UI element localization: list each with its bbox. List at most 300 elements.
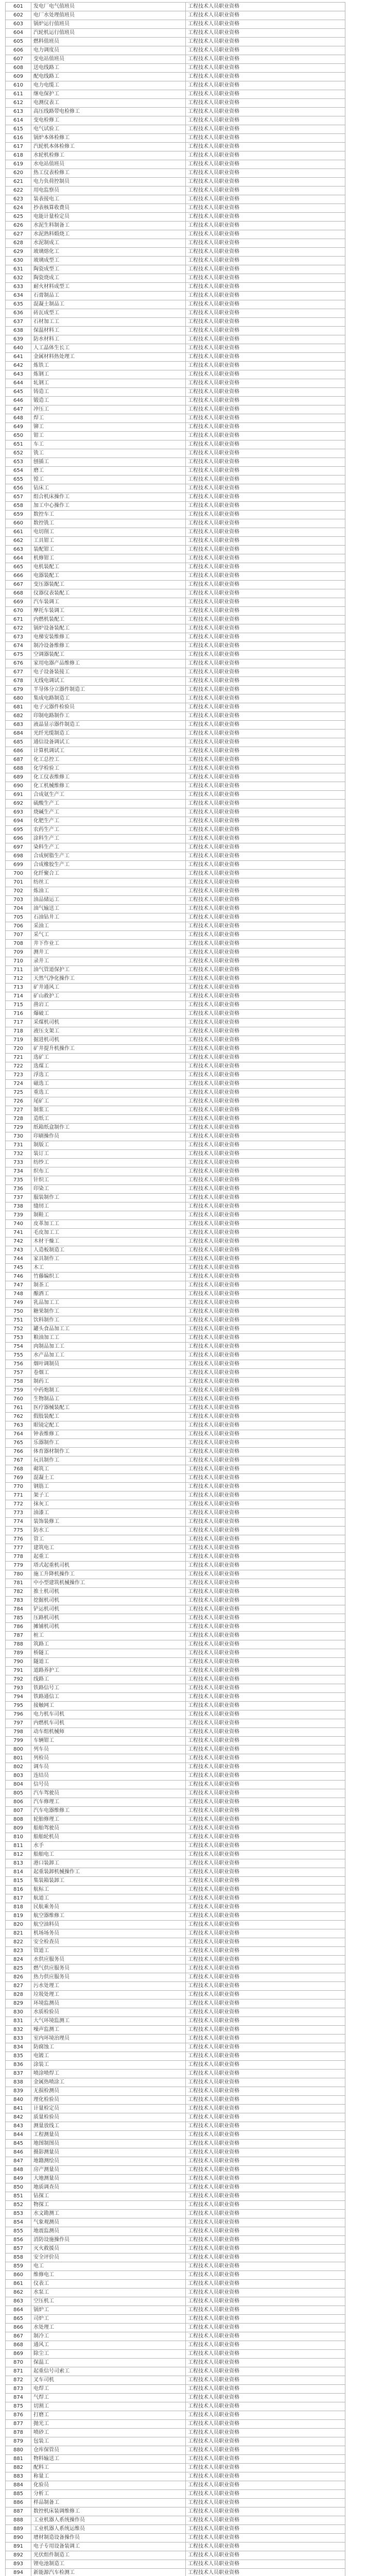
row-number: 615: [6, 125, 31, 133]
table-row: [6, 1080, 345, 1089]
occupation-name: 无线电调试工: [31, 677, 186, 685]
occupation-category: 工程技术人员职业资格: [186, 2560, 345, 2568]
occupation-name: 防水材料工: [31, 335, 186, 344]
occupation-name: 保温材料工: [31, 327, 186, 335]
occupation-category: 工程技术人员职业资格: [186, 1027, 345, 1036]
table-row: [6, 125, 345, 134]
occupation-name: 分析工: [31, 2490, 186, 2498]
occupation-category: 工程技术人员职业资格: [186, 274, 345, 282]
row-number: 662: [6, 537, 31, 545]
table-row: [6, 1492, 345, 1500]
occupation-name: 数控铣工: [31, 519, 186, 528]
row-number: 874: [6, 2394, 31, 2402]
row-number: 804: [6, 1781, 31, 1789]
table-row: [6, 2078, 345, 2087]
table-row: [6, 992, 345, 1001]
occupation-name: 纸箱纸盒制作工: [31, 1124, 186, 1132]
occupation-category: 工程技术人员职业资格: [186, 90, 345, 98]
row-number: 790: [6, 1658, 31, 1666]
table-row: [6, 887, 345, 896]
occupation-name: 燃料值班员: [31, 38, 186, 46]
occupation-category: 工程技术人员职业资格: [186, 1167, 345, 1176]
occupation-category: 工程技术人员职业资格: [186, 1386, 345, 1395]
table-row: [6, 2402, 345, 2411]
occupation-category: 工程技术人员职业资格: [186, 2070, 345, 2078]
table-row: [6, 29, 345, 38]
occupation-category: 工程技术人员职业资格: [186, 20, 345, 28]
occupation-name: 油漆工: [31, 1509, 186, 1517]
occupation-category: 工程技术人员职业资格: [186, 493, 345, 501]
occupation-name: 房产测量员: [31, 2166, 186, 2174]
occupation-category: 工程技术人员职业资格: [186, 2140, 345, 2148]
row-number: 742: [6, 1238, 31, 1246]
row-number: 840: [6, 2096, 31, 2104]
row-number: 812: [6, 1851, 31, 1859]
table-row: [6, 1413, 345, 1421]
row-number: 613: [6, 108, 31, 116]
occupation-name: 纺丝工: [31, 878, 186, 887]
row-number: 724: [6, 1080, 31, 1088]
table-row: [6, 686, 345, 694]
occupation-name: 锅炉本体检修工: [31, 134, 186, 142]
table-row: [6, 1851, 345, 1859]
occupation-name: 装表接电工: [31, 195, 186, 204]
row-number: 726: [6, 1097, 31, 1106]
table-row: [6, 160, 345, 169]
table-row: [6, 248, 345, 257]
occupation-category: 工程技术人员职业资格: [186, 1842, 345, 1850]
table-row: [6, 1710, 345, 1719]
occupation-category: 工程技术人员职业资格: [186, 1010, 345, 1018]
row-number: 675: [6, 651, 31, 659]
occupation-category: 工程技术人员职业资格: [186, 1378, 345, 1386]
occupation-category: 工程技术人员职业资格: [186, 528, 345, 536]
occupation-category: 工程技术人员职业资格: [186, 616, 345, 624]
table-row: [6, 1763, 345, 1772]
occupation-name: 工业机器人系统运维员: [31, 2525, 186, 2533]
row-number: 671: [6, 616, 31, 624]
row-number: 816: [6, 1886, 31, 1894]
occupation-category: 工程技术人员职业资格: [186, 1369, 345, 1377]
table-row: [6, 817, 345, 826]
table-row: [6, 2026, 345, 2035]
occupation-category: 工程技术人员职业资格: [186, 2096, 345, 2104]
table-row: [6, 1281, 345, 1290]
table-row: [6, 1448, 345, 1456]
table-row: [6, 1351, 345, 1360]
row-number: 786: [6, 1623, 31, 1631]
row-number: 651: [6, 440, 31, 449]
occupation-name: 人造板制造工: [31, 1246, 186, 1255]
table-row: [6, 1211, 345, 1220]
row-number: 687: [6, 756, 31, 764]
occupation-name: 机场场务员: [31, 1929, 186, 1938]
occupation-category: 工程技术人员职业资格: [186, 38, 345, 46]
occupation-category: 工程技术人员职业资格: [186, 292, 345, 300]
occupation-name: 电子设备装接工: [31, 668, 186, 676]
occupation-name: 水轮机检修工: [31, 151, 186, 160]
occupation-name: 电子专用设备装调工: [31, 2543, 186, 2551]
row-number: 663: [6, 546, 31, 554]
occupation-name: 污水处理工: [31, 1982, 186, 1990]
row-number: 779: [6, 1562, 31, 1570]
table-row: [6, 2411, 345, 2420]
table-row: [6, 2192, 345, 2201]
occupation-name: 配电线路工: [31, 73, 186, 81]
row-number: 744: [6, 1255, 31, 1263]
occupation-name: 天然气净化操作工: [31, 975, 186, 983]
occupation-name: 饮料制作工: [31, 1316, 186, 1325]
table-row: [6, 1167, 345, 1176]
occupation-name: 起重装卸机械操作工: [31, 1868, 186, 1876]
row-number: 814: [6, 1868, 31, 1876]
occupation-category: 工程技术人员职业资格: [186, 2551, 345, 2560]
table-row: [6, 1956, 345, 1964]
row-number: 858: [6, 2253, 31, 2262]
row-number: 649: [6, 423, 31, 431]
occupation-name: 喷砂工: [31, 2429, 186, 2437]
occupation-name: 通风工: [31, 2341, 186, 2349]
table-row: [6, 476, 345, 484]
row-number: 826: [6, 1973, 31, 1981]
row-number: 818: [6, 1903, 31, 1911]
table-row: [6, 2551, 345, 2560]
row-number: 643: [6, 370, 31, 379]
occupation-name: 除尘工: [31, 2350, 186, 2358]
row-number: 844: [6, 2131, 31, 2139]
table-row: [6, 2280, 345, 2289]
table-row: [6, 1124, 345, 1132]
row-number: 733: [6, 1159, 31, 1167]
occupation-category: 工程技术人员职业资格: [186, 1325, 345, 1333]
table-row: [6, 143, 345, 151]
occupation-category: 工程技术人员职业资格: [186, 2569, 345, 2576]
table-row: [6, 405, 345, 414]
table-row: [6, 1632, 345, 1640]
table-row: [6, 2367, 345, 2376]
occupation-category: 工程技术人员职业资格: [186, 1246, 345, 1255]
row-number: 873: [6, 2385, 31, 2393]
table-row: [6, 1097, 345, 1106]
row-number: 669: [6, 598, 31, 606]
row-number: 644: [6, 379, 31, 387]
row-number: 859: [6, 2262, 31, 2270]
occupation-name: 变电站值班员: [31, 55, 186, 63]
table-row: [6, 1728, 345, 1737]
occupation-name: 锅炉工: [31, 2306, 186, 2314]
occupation-name: 水泥制成工: [31, 239, 186, 247]
table-row: [6, 1535, 345, 1544]
table-row: [6, 773, 345, 782]
occupation-category: 工程技术人员职业资格: [186, 1395, 345, 1403]
table-row: [6, 1421, 345, 1430]
row-number: 739: [6, 1211, 31, 1219]
row-number: 753: [6, 1334, 31, 1342]
occupation-name: 制冷工: [31, 2332, 186, 2341]
table-row: [6, 1929, 345, 1938]
row-number: 637: [6, 318, 31, 326]
occupation-category: 工程技术人员职业资格: [186, 143, 345, 151]
occupation-category: 工程技术人员职业资格: [186, 1421, 345, 1430]
table-row: [6, 931, 345, 940]
table-row: [6, 11, 345, 20]
row-number: 757: [6, 1369, 31, 1377]
occupation-name: 变电检修工: [31, 116, 186, 125]
occupation-category: 工程技术人员职业资格: [186, 1772, 345, 1780]
row-number: 634: [6, 292, 31, 300]
table-row: [6, 2113, 345, 2122]
occupation-name: 起重工: [31, 1553, 186, 1561]
occupation-category: 工程技术人员职业资格: [186, 1527, 345, 1535]
row-number: 834: [6, 2043, 31, 2052]
occupation-category: 工程技术人员职业资格: [186, 642, 345, 650]
occupation-category: 工程技术人员职业资格: [186, 1649, 345, 1657]
row-number: 868: [6, 2341, 31, 2349]
occupation-name: 烟叶调制员: [31, 1360, 186, 1368]
row-number: 879: [6, 2437, 31, 2446]
table-row: [6, 1325, 345, 1334]
occupation-name: 液晶显示器件制造工: [31, 721, 186, 729]
occupation-name: 测井工: [31, 948, 186, 957]
table-row: [6, 1614, 345, 1623]
table-row: [6, 1719, 345, 1728]
occupation-name: 气象观测员: [31, 2218, 186, 2227]
occupation-name: 爆破工: [31, 1010, 186, 1018]
table-row: [6, 292, 345, 300]
occupation-name: 无损检测员: [31, 2087, 186, 2095]
table-row: [6, 1395, 345, 1404]
occupation-name: 数控机床装调维修工: [31, 2507, 186, 2516]
occupation-name: 空调器装配工: [31, 651, 186, 659]
row-number: 762: [6, 1413, 31, 1421]
occupation-category: 工程技术人员职业资格: [186, 2122, 345, 2130]
occupation-name: 通信设备调试工: [31, 738, 186, 747]
occupation-category: 工程技术人员职业资格: [186, 353, 345, 361]
occupation-category: 工程技术人员职业资格: [186, 1667, 345, 1675]
row-number: 750: [6, 1308, 31, 1316]
occupation-name: 制鞋工: [31, 1211, 186, 1219]
occupation-category: 工程技术人员职业资格: [186, 1500, 345, 1509]
table-row: [6, 1807, 345, 1816]
row-number: 827: [6, 1982, 31, 1990]
occupation-category: 工程技术人员职业资格: [186, 265, 345, 274]
occupation-category: 工程技术人员职业资格: [186, 1448, 345, 1456]
occupation-name: 继电保护工: [31, 90, 186, 98]
occupation-category: 工程技术人员职业资格: [186, 1281, 345, 1290]
occupation-category: 工程技术人员职业资格: [186, 659, 345, 668]
occupation-category: 工程技术人员职业资格: [186, 1290, 345, 1298]
occupation-name: 摊铺机司机: [31, 1623, 186, 1631]
row-number: 855: [6, 2227, 31, 2235]
occupation-category: 工程技术人员职业资格: [186, 2131, 345, 2139]
occupation-name: 船舶电工: [31, 1851, 186, 1859]
occupation-name: 服装制作工: [31, 1194, 186, 1202]
row-number: 621: [6, 178, 31, 186]
occupation-category: 工程技术人员职业资格: [186, 1062, 345, 1071]
occupation-category: 工程技术人员职业资格: [186, 2148, 345, 2157]
occupation-name: 电力机车司机: [31, 1710, 186, 1719]
occupation-category: 工程技术人员职业资格: [186, 1194, 345, 1202]
table-row: [6, 1877, 345, 1886]
row-number: 813: [6, 1859, 31, 1868]
occupation-name: 选煤工: [31, 1062, 186, 1071]
occupation-name: 司炉工: [31, 2315, 186, 2323]
occupation-name: 木材干燥工: [31, 1238, 186, 1246]
occupation-name: 电厂水处理值班员: [31, 11, 186, 20]
occupation-name: 隧道工: [31, 1658, 186, 1666]
table-row: [6, 2070, 345, 2078]
occupation-category: 工程技术人员职业资格: [186, 432, 345, 440]
occupation-name: 动车组机械师: [31, 1728, 186, 1736]
occupation-category: 工程技术人员职业资格: [186, 1789, 345, 1798]
row-number: 650: [6, 432, 31, 440]
row-number: 719: [6, 1036, 31, 1044]
occupation-category: 工程技术人员职业资格: [186, 318, 345, 326]
table-row: [6, 712, 345, 721]
row-number: 656: [6, 484, 31, 493]
table-row: [6, 1798, 345, 1807]
row-number: 627: [6, 230, 31, 239]
table-row: [6, 984, 345, 992]
table-row: [6, 2131, 345, 2140]
occupation-name: 集成电路制造工: [31, 694, 186, 703]
occupation-name: 变压器装配工: [31, 581, 186, 589]
occupation-name: 管工: [31, 1535, 186, 1544]
occupation-category: 工程技术人员职业资格: [186, 335, 345, 344]
occupation-name: 镗工: [31, 476, 186, 484]
table-row: [6, 1386, 345, 1395]
table-row: [6, 765, 345, 773]
row-number: 677: [6, 668, 31, 676]
occupation-category: 工程技术人员职业资格: [186, 2429, 345, 2437]
occupation-name: 工具钳工: [31, 537, 186, 545]
row-number: 652: [6, 449, 31, 457]
row-number: 872: [6, 2376, 31, 2384]
row-number: 789: [6, 1649, 31, 1657]
row-number: 636: [6, 309, 31, 317]
occupation-category: 工程技术人员职业资格: [186, 1781, 345, 1789]
occupation-name: 粮油加工工: [31, 1334, 186, 1342]
row-number: 841: [6, 2105, 31, 2113]
row-number: 746: [6, 1273, 31, 1281]
table-row: [6, 2096, 345, 2105]
occupation-name: 金属材料热处理工: [31, 353, 186, 361]
row-number: 721: [6, 1054, 31, 1062]
table-row: [6, 283, 345, 292]
row-number: 620: [6, 169, 31, 177]
occupation-name: 涂装工: [31, 2061, 186, 2069]
row-number: 640: [6, 344, 31, 352]
table-row: [6, 2359, 345, 2367]
table-row: [6, 1176, 345, 1185]
table-row: [6, 2175, 345, 2183]
table-row: [6, 195, 345, 204]
table-row: [6, 265, 345, 274]
occupation-name: 合成氨生产工: [31, 791, 186, 799]
occupation-name: 冲压工: [31, 405, 186, 414]
occupation-category: 工程技术人员职业资格: [186, 108, 345, 116]
row-number: 736: [6, 1185, 31, 1193]
row-number: 759: [6, 1386, 31, 1395]
occupation-name: 工业机器人系统操作员: [31, 2516, 186, 2524]
occupation-category: 工程技术人员职业资格: [186, 1859, 345, 1868]
row-number: 722: [6, 1062, 31, 1071]
row-number: 689: [6, 773, 31, 782]
table-row: [6, 537, 345, 546]
occupation-name: 线路工: [31, 1675, 186, 1684]
occupation-category: 工程技术人员职业资格: [186, 992, 345, 1001]
occupation-category: 工程技术人员职业资格: [186, 248, 345, 256]
table-row: [6, 2122, 345, 2131]
occupation-category: 工程技术人员职业资格: [186, 2297, 345, 2306]
table-row: [6, 861, 345, 870]
table-row: [6, 2157, 345, 2166]
occupation-category: 工程技术人员职业资格: [186, 1150, 345, 1158]
occupation-category: 工程技术人员职业资格: [186, 2210, 345, 2218]
occupation-name: 乳品加工工: [31, 1299, 186, 1307]
row-number: 610: [6, 81, 31, 90]
table-row: [6, 2210, 345, 2218]
row-number: 628: [6, 239, 31, 247]
occupation-category: 工程技术人员职业资格: [186, 1465, 345, 1473]
table-row: [6, 1973, 345, 1982]
table-row: [6, 2507, 345, 2516]
table-row: [6, 1737, 345, 1745]
occupation-category: 工程技术人员职业资格: [186, 948, 345, 957]
table-row: [6, 169, 345, 178]
table-row: [6, 2315, 345, 2324]
row-number: 869: [6, 2350, 31, 2358]
occupation-name: 焊工: [31, 414, 186, 422]
table-row: [6, 2227, 345, 2236]
occupation-name: 水手: [31, 1842, 186, 1850]
occupation-name: 垃圾处理工: [31, 1991, 186, 1999]
table-row: [6, 2148, 345, 2157]
row-number: 829: [6, 1999, 31, 2008]
table-row: [6, 1185, 345, 1194]
row-number: 624: [6, 204, 31, 212]
table-row: [6, 721, 345, 730]
table-row: [6, 2420, 345, 2429]
occupation-category: 工程技术人员职业资格: [186, 572, 345, 580]
row-number: 870: [6, 2359, 31, 2367]
occupation-category: 工程技术人员职业资格: [186, 738, 345, 747]
occupation-name: 叉车司机: [31, 2376, 186, 2384]
table-row: [6, 274, 345, 283]
occupation-category: 工程技术人员职业资格: [186, 984, 345, 992]
occupation-category: 工程技术人员职业资格: [186, 160, 345, 168]
occupation-name: 毛皮加工工: [31, 1229, 186, 1237]
occupation-category: 工程技术人员职业资格: [186, 29, 345, 37]
occupation-name: 桥隧工: [31, 1649, 186, 1657]
table-row: [6, 2437, 345, 2446]
occupation-name: 燃气供应服务员: [31, 1964, 186, 1973]
table-row: [6, 46, 345, 55]
occupation-category: 工程技术人员职业资格: [186, 125, 345, 133]
row-number: 680: [6, 694, 31, 703]
occupation-name: 中小型建筑机械操作工: [31, 1579, 186, 1587]
table-row: [6, 1202, 345, 1211]
row-number: 738: [6, 1202, 31, 1211]
table-row: [6, 230, 345, 239]
row-number: 780: [6, 1570, 31, 1579]
table-row: [6, 730, 345, 738]
table-row: [6, 1772, 345, 1781]
occupation-name: 液压支架工: [31, 1027, 186, 1036]
occupation-name: 电焊工: [31, 2385, 186, 2393]
row-number: 823: [6, 1947, 31, 1955]
occupation-category: 工程技术人员职业资格: [186, 467, 345, 475]
